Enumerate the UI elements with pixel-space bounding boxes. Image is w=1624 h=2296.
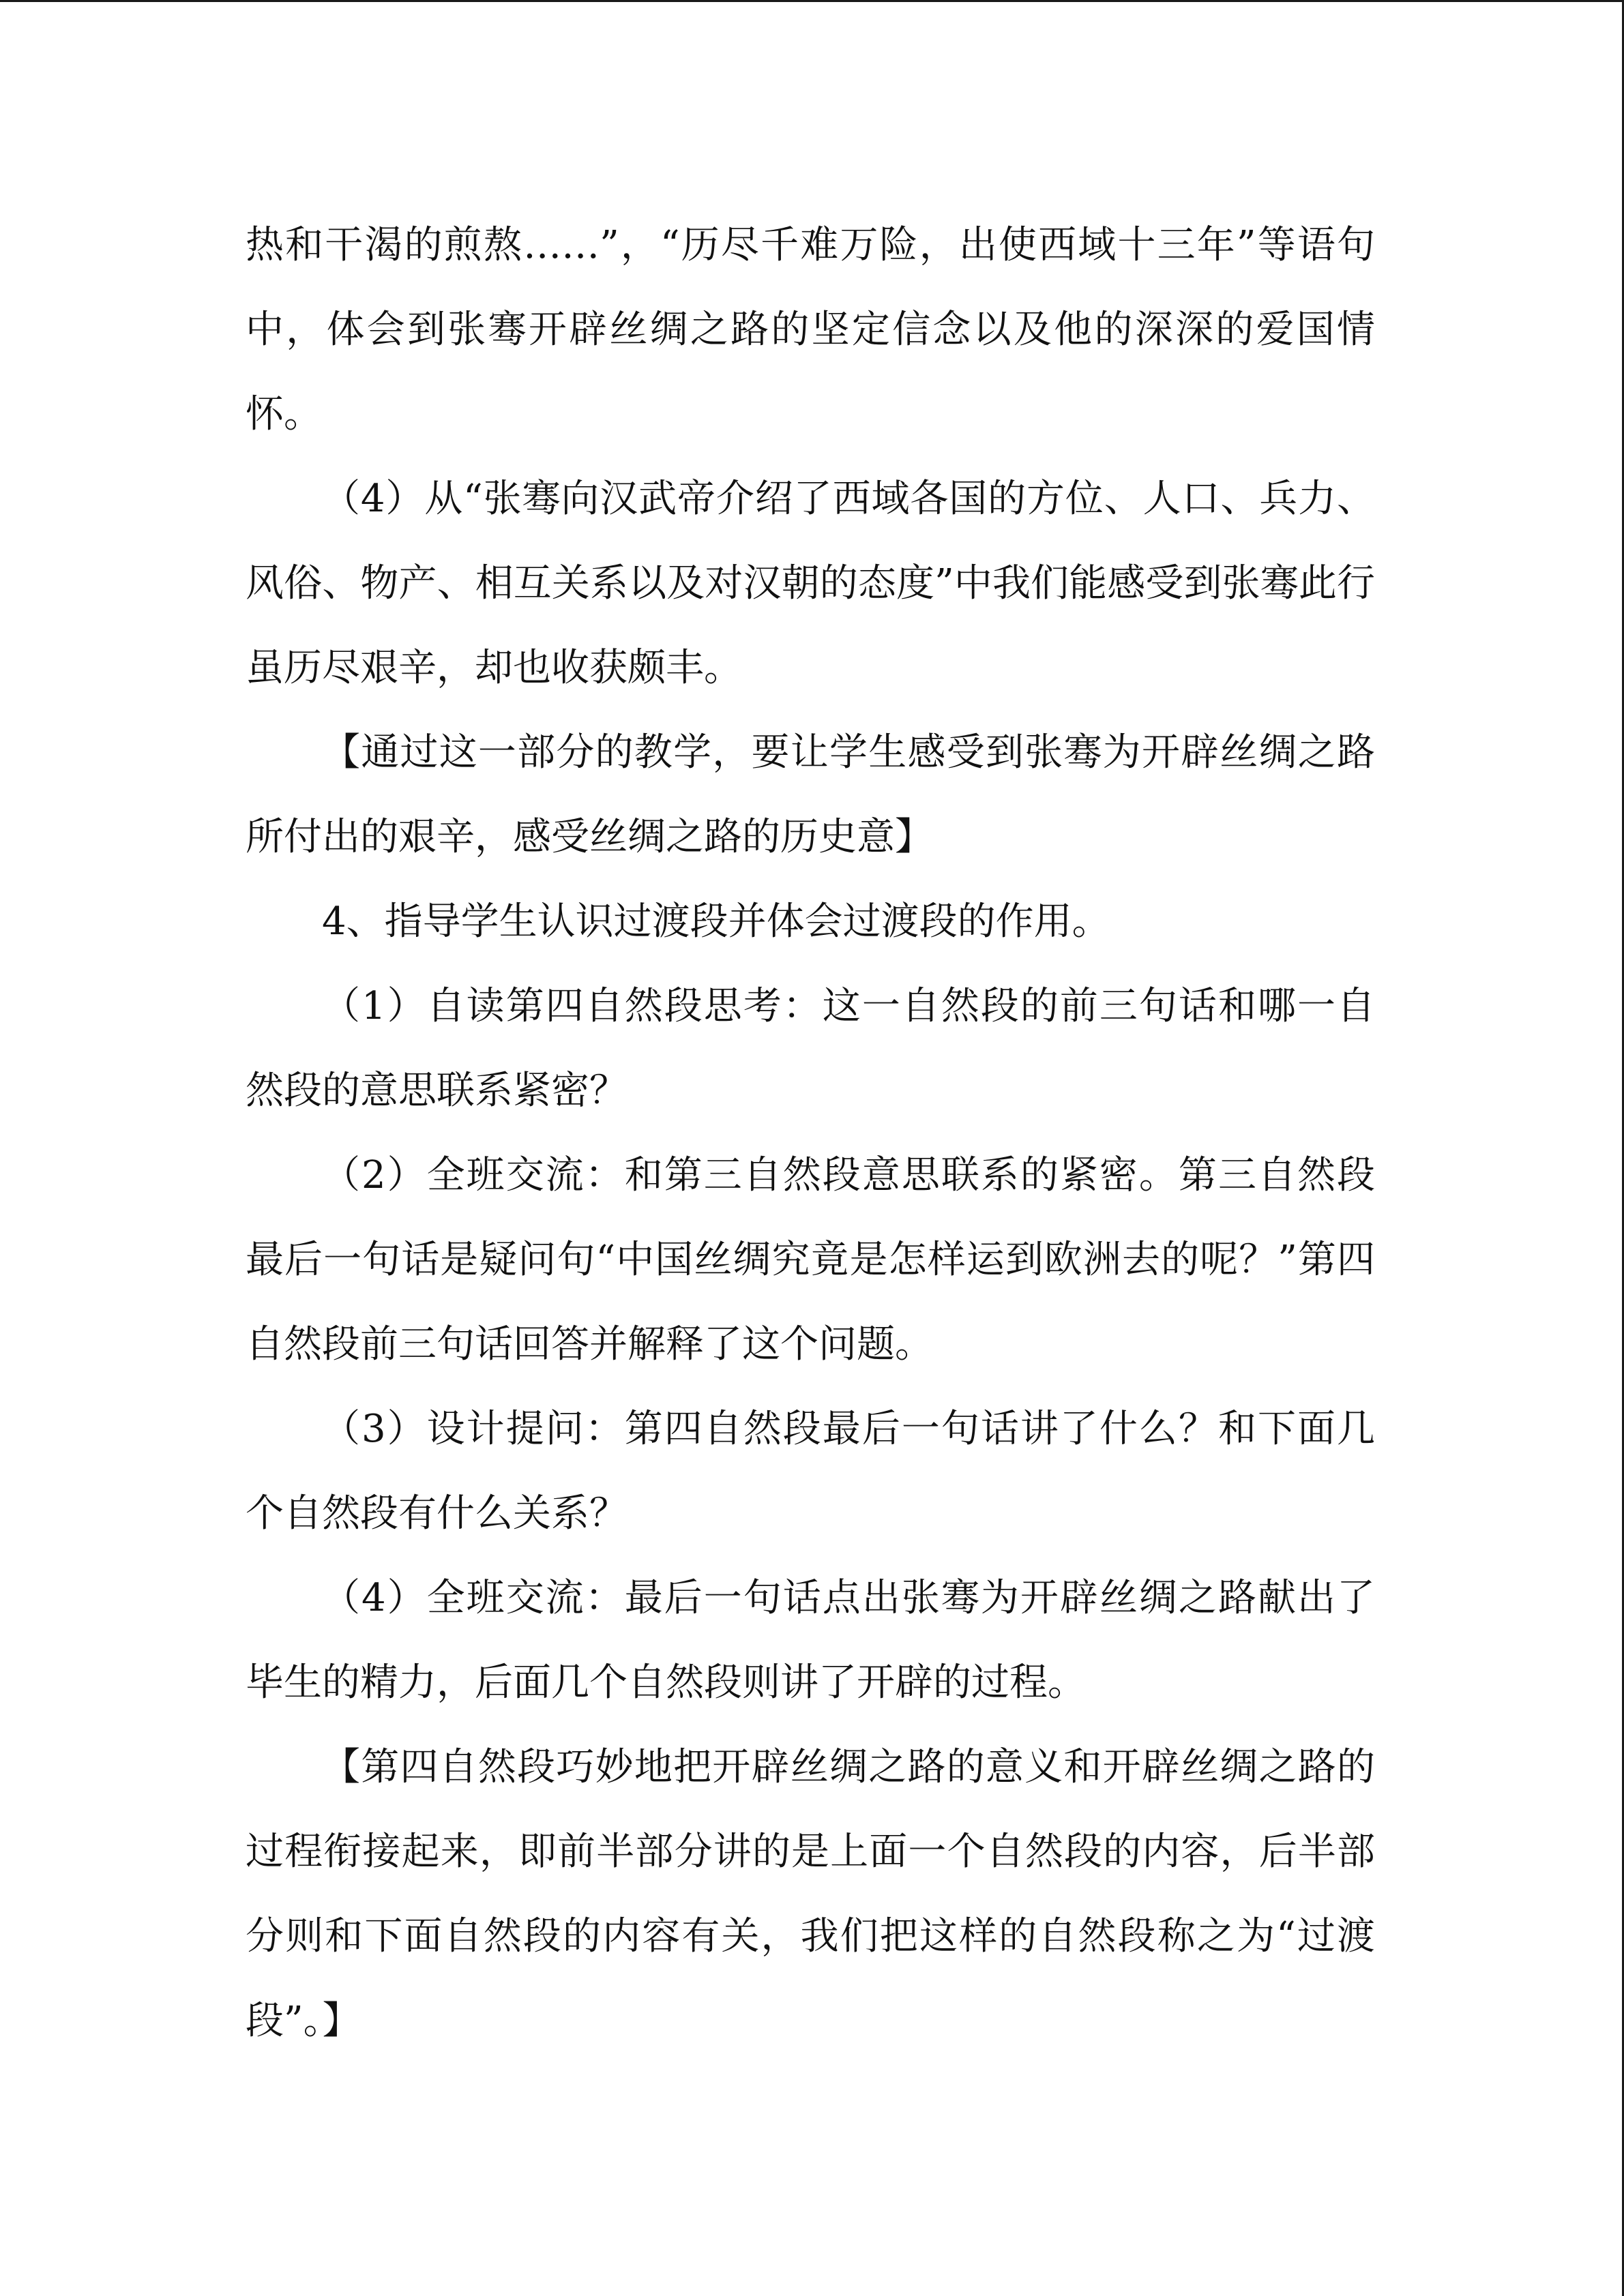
- paragraph-step-4: 4、指导学生认识过渡段并体会过渡段的作用。: [322, 899, 1110, 944]
- paragraph-item-4b: （4）全班交流：最后一句话点出张骞为开辟丝绸之路献出了毕生的精力，后面几个自然段则讲了开辟的过程。: [246, 1576, 1375, 1705]
- paragraph-item-3: （3）设计提问：第四自然段最后一句话讲了什么？和下面几个自然段有什么关系？: [246, 1407, 1375, 1536]
- page-border-top: [0, 0, 1624, 2]
- paragraph-teaching-note-2: 【第四自然段巧妙地把开辟丝绸之路的意义和开辟丝绸之路的过程衔接起来，即前半部分讲的是上面一个自然段的内容，后半部分则和下面自然段的内容有关，我们把这样的自然段称之为“过渡段”。】: [246, 1745, 1375, 2043]
- paragraph-teaching-note-1: 【通过这一部分的教学，要让学生感受到张骞为开辟丝绸之路所付出的艰辛，感受丝绸之路的历史意】: [246, 730, 1375, 859]
- paragraph-continuation: 热和干渴的煎熬……”，“历尽千难万险，出使西域十三年”等语句中，体会到张骞开辟丝绸之路的坚定信念以及他的深深的爱国情怀。: [246, 223, 1375, 436]
- paragraph-item-1: （1）自读第四自然段思考：这一自然段的前三句话和哪一自然段的意思联系紧密？: [246, 984, 1375, 1113]
- paragraph-item-4a: （4）从“张骞向汉武帝介绍了西域各国的方位、人口、兵力、风俗、物产、相互关系以及对汉朝的态度”中我们能感受到张骞此行虽历尽艰辛，却也收获颇丰。: [246, 477, 1375, 690]
- document-body: [246, 203, 1375, 2063]
- paragraph-item-2: （2）全班交流：和第三自然段意思联系的紧密。第三自然段最后一句话是疑问句“中国丝绸究竟是怎样运到欧洲去的呢？”第四自然段前三句话回答并解释了这个问题。: [246, 1153, 1375, 1367]
